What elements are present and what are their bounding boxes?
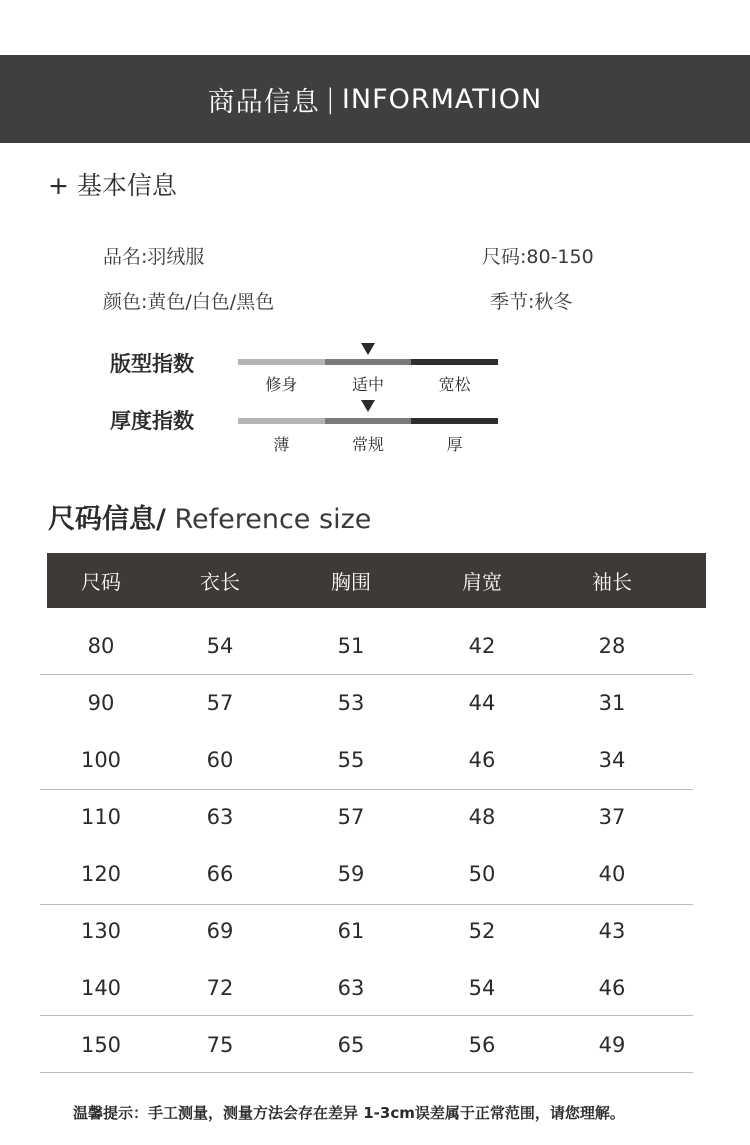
cell-shoulder: 48 [468,804,496,829]
table-row [47,959,706,1016]
fit-bar-segment-1 [238,359,325,365]
cell-shoulder: 46 [468,747,496,772]
table-row [47,674,706,731]
table-row [47,731,706,788]
row-divider [40,674,693,675]
size-range: 尺码:80-150 [482,246,594,268]
cell-chest: 61 [337,918,365,943]
cell-shoulder: 52 [468,918,496,943]
thickness-bar-segment-3 [411,418,498,424]
row-divider [40,1072,693,1073]
banner-separator: | [325,83,336,115]
cell-length: 54 [206,633,234,658]
thickness-index-ticks [238,432,498,455]
cell-size: 120 [80,861,122,886]
measurement-note: 温馨提示：手工测量，测量方法会存在差异 1-3cm误差属于正常范围，请您理解。 [73,1104,625,1122]
cell-chest: 65 [337,1032,365,1057]
cell-shoulder: 56 [468,1032,496,1057]
cell-chest: 57 [337,804,365,829]
cell-chest: 59 [337,861,365,886]
header-chest: 胸围 [331,570,371,594]
cell-shoulder: 50 [468,861,496,886]
size-table-header [47,553,706,608]
header-size: 尺码 [81,570,121,594]
cell-length: 63 [206,804,234,829]
fit-index-marker [361,343,375,355]
table-row [47,845,706,902]
size-info-title [48,497,371,536]
cell-sleeve: 37 [598,804,626,829]
cell-chest: 53 [337,690,365,715]
cell-size: 80 [87,633,115,658]
fit-bar-segment-2 [325,359,412,365]
table-row [47,902,706,959]
table-row [47,1016,706,1073]
fit-tick-loose: 宽松 [438,375,471,394]
product-season: 季节:秋冬 [490,291,573,313]
thickness-tick-thin: 薄 [273,435,290,454]
thickness-index-label: 厚度指数 [110,409,194,433]
cell-length: 66 [206,861,234,886]
product-name: 品名:羽绒服 [103,246,205,268]
banner-title-zh: 商品信息 [207,86,320,118]
cell-size: 100 [80,747,122,772]
cell-chest: 51 [337,633,365,658]
cell-size: 110 [80,804,122,829]
cell-chest: 63 [337,975,365,1000]
header-sleeve: 袖长 [592,570,632,594]
info-banner [0,55,750,143]
cell-length: 72 [206,975,234,1000]
fit-index-bar [238,359,498,365]
cell-size: 130 [80,918,122,943]
row-divider [40,789,693,790]
cell-length: 69 [206,918,234,943]
fit-tick-regular: 适中 [352,375,385,394]
fit-index-label: 版型指数 [110,352,194,376]
table-row [47,788,706,845]
fit-index-ticks [238,372,498,395]
cell-sleeve: 40 [598,861,626,886]
cell-size: 90 [87,690,115,715]
product-colors: 颜色:黄色/白色/黑色 [103,291,275,313]
fit-tick-slim: 修身 [265,375,298,394]
thickness-tick-regular: 常规 [352,435,385,454]
cell-sleeve: 31 [598,690,626,715]
table-row [47,617,706,674]
thickness-bar-segment-1 [238,418,325,424]
cell-sleeve: 46 [598,975,626,1000]
cell-shoulder: 54 [468,975,496,1000]
cell-sleeve: 43 [598,918,626,943]
cell-size: 140 [80,975,122,1000]
cell-sleeve: 49 [598,1032,626,1057]
thickness-tick-thick: 厚 [446,435,463,454]
cell-length: 60 [206,747,234,772]
cell-shoulder: 44 [468,690,496,715]
thickness-bar-segment-2 [325,418,412,424]
row-divider [40,904,693,905]
cell-length: 75 [206,1032,234,1057]
size-info-title-en: Reference size [165,504,372,535]
cell-sleeve: 34 [598,747,626,772]
cell-shoulder: 42 [468,633,496,658]
fit-bar-segment-3 [411,359,498,365]
header-shoulder: 肩宽 [462,570,502,594]
cell-length: 57 [206,690,234,715]
basic-info-title: + 基本信息 [48,171,177,200]
thickness-index-marker [361,400,375,412]
header-length: 衣长 [200,570,240,594]
thickness-index-bar [238,418,498,424]
size-table-body [47,617,706,1073]
size-info-title-zh: 尺码信息/ [48,504,166,535]
cell-size: 150 [80,1032,122,1057]
cell-chest: 55 [337,747,365,772]
banner-title-en: INFORMATION [341,83,543,115]
row-divider [40,1015,693,1016]
cell-sleeve: 28 [598,633,626,658]
